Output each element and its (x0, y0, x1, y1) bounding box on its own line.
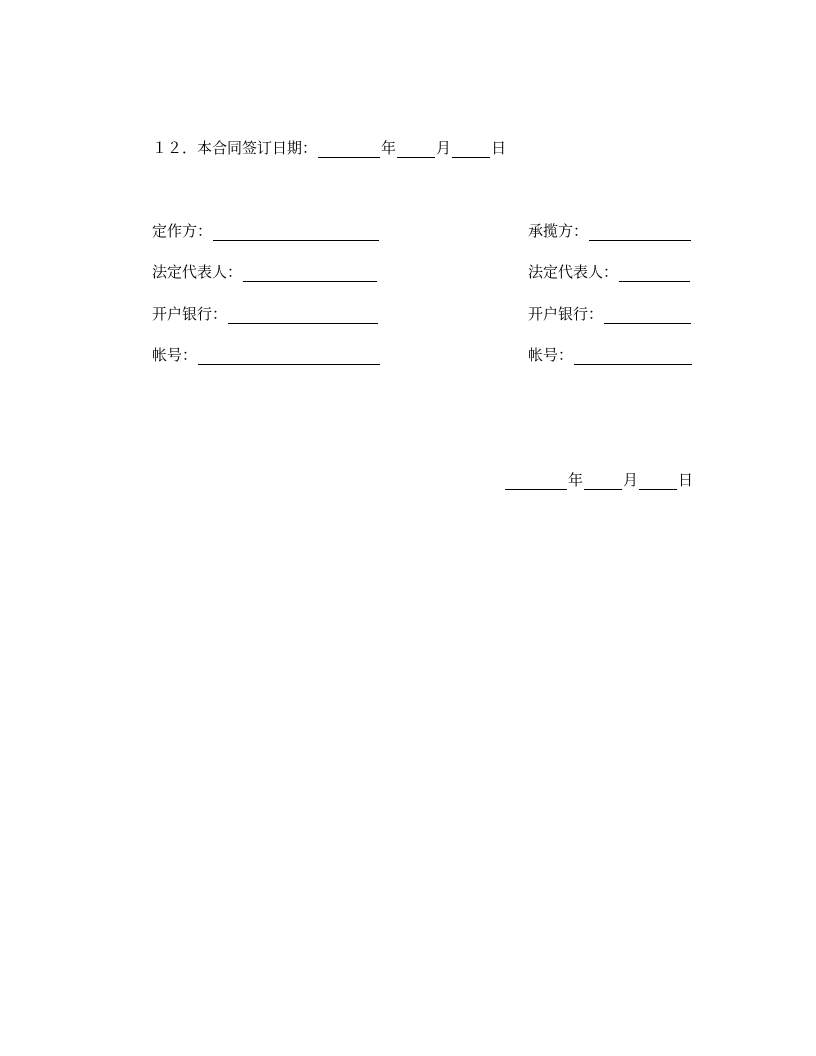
right-bank-label: 开户银行： (528, 305, 604, 323)
signing-day-blank[interactable] (452, 139, 490, 158)
bottom-month-unit: 月 (623, 471, 639, 489)
right-account-row (528, 345, 693, 365)
bottom-day-unit: 日 (678, 471, 694, 489)
right-account-blank[interactable] (574, 346, 692, 365)
right-account-label: 帐号： (528, 346, 574, 364)
bottom-year-blank[interactable] (505, 471, 567, 490)
bottom-day-blank[interactable] (639, 471, 677, 490)
left-account-label: 帐号： (152, 346, 198, 364)
signing-year-blank[interactable] (318, 139, 380, 158)
clause-number: １２． (152, 139, 198, 157)
left-rep-label: 法定代表人： (152, 263, 243, 281)
left-bank-blank[interactable] (228, 305, 378, 324)
signing-date-line (152, 138, 506, 158)
left-party-label: 定作方： (152, 222, 213, 240)
month-unit: 月 (436, 139, 452, 157)
left-bank-label: 开户银行： (152, 305, 228, 323)
right-party-label: 承揽方： (528, 222, 589, 240)
right-rep-blank[interactable] (619, 263, 690, 282)
bottom-date-line (504, 470, 693, 490)
signing-date-label: 本合同签订日期： (197, 139, 318, 157)
year-unit: 年 (381, 139, 397, 157)
right-bank-blank[interactable] (604, 305, 691, 324)
left-account-blank[interactable] (198, 346, 380, 365)
left-rep-row (152, 262, 378, 282)
left-account-row (152, 345, 381, 365)
left-party-row (152, 221, 380, 241)
signing-month-blank[interactable] (397, 139, 435, 158)
right-party-blank[interactable] (589, 222, 691, 241)
right-rep-row (528, 262, 691, 282)
left-rep-blank[interactable] (243, 263, 377, 282)
day-unit: 日 (491, 139, 507, 157)
right-bank-row (528, 304, 692, 324)
bottom-month-blank[interactable] (584, 471, 622, 490)
left-bank-row (152, 304, 379, 324)
right-party-row (528, 221, 692, 241)
right-rep-label: 法定代表人： (528, 263, 619, 281)
bottom-year-unit: 年 (568, 471, 584, 489)
left-party-blank[interactable] (213, 222, 379, 241)
